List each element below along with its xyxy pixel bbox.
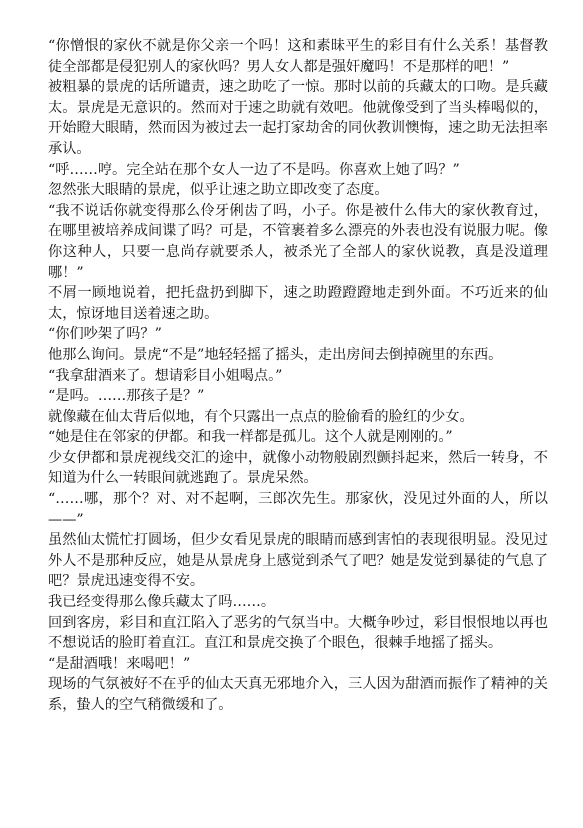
paragraph-16: 我已经变得那么像兵藏太了吗……。	[48, 594, 276, 611]
paragraph-9: “我拿甜酒来了。想请彩目小姐喝点。”	[48, 367, 283, 384]
paragraph-18: “是甜酒哦！来喝吧！”	[48, 655, 191, 672]
paragraph-2: 被粗暴的景虎的话所谴责，速之助吃了一惊。那时以前的兵藏太的口吻。是兵藏太。景虎是无意识的。然而对于速之助就有效吧。他就像受到了当头棒喝似的，开始瞪大眼睛，然而因为被过去一起打家劫舍的同伙教训懊悔，速之助无法担率承认。	[48, 79, 548, 157]
paragraph-4: 忽然张大眼睛的景虎，似乎让速之助立即改变了态度。	[48, 182, 389, 199]
paragraph-17: 回到客房，彩目和直江陷入了恶劣的气氛当中。大概争吵过，彩目恨恨地以再也不想说话的脸盯着直江。直江和景虎交换了个眼色，很棘手地摇了摇头。	[48, 614, 548, 652]
paragraph-15: 虽然仙太慌忙打圆场，但少女看见景虎的眼睛而感到害怕的表现很明显。没见过外人不是那种反应，她是从景虎身上感觉到杀气了吧？她是发觉到暴徒的气息了吧？景虎迅速变得不安。	[48, 532, 548, 590]
paragraph-13: 少女伊都和景虎视线交汇的途中，就像小动物般剧烈颤抖起来，然后一转身，不知道为什么一转眼间就逃跑了。景虎呆然。	[48, 449, 548, 487]
paragraph-5: “我不说话你就变得那么伶牙俐齿了吗，小子。你是被什么伟大的家伙教育过，在哪里被培养成间谍了吗？可是，不管裹着多么漂亮的外表也没有说服力呢。像你这种人，只要一息尚存就要杀人，被杀光了全部人的家伙说教，真是没道理哪！”	[48, 202, 548, 281]
paragraph-6: 不屑一顾地说着，把托盘扔到脚下，速之助蹬蹬蹬地走到外面。不巧近来的仙太，惊讶地目送着速之助。	[48, 285, 548, 322]
paragraph-11: 就像藏在仙太背后似地，有个只露出一点点的脸偷看的脸红的少女。	[48, 408, 474, 425]
paragraph-3: “呼……哼。完全站在那个女人一边了不是吗。你喜欢上她了吗？”	[48, 161, 460, 178]
paragraph-19: 现场的气氛被好不在乎的仙太天真无邪地介入，三人因为甜酒而振作了精神的关系，蛰人的空气稍微缓和了。	[48, 676, 548, 713]
paragraph-10: “是吗。……那孩子是？”	[48, 388, 205, 405]
paragraph-7: “你们吵架了吗？”	[48, 326, 162, 343]
paragraph-12: “她是住在邻家的伊都。和我一样都是孤儿。这个人就是刚刚的。”	[48, 429, 453, 446]
paragraph-8: 他那么询问。景虎“不是”地轻轻摇了摇头，走出房间去倒掉碗里的东西。	[48, 346, 503, 363]
paragraph-14: “……哪，那个？对、对不起啊，三郎次先生。那家伙，没见过外面的人，所以——”	[48, 491, 548, 528]
paragraph-1: “你憎恨的家伙不就是你父亲一个吗！这和素昧平生的彩目有什么关系！基督教徒全部都是侵犯别人的家伙吗？男人女人都是强奸魔吗！不是那样的吧！”	[48, 38, 548, 75]
document-page	[48, 36, 548, 716]
